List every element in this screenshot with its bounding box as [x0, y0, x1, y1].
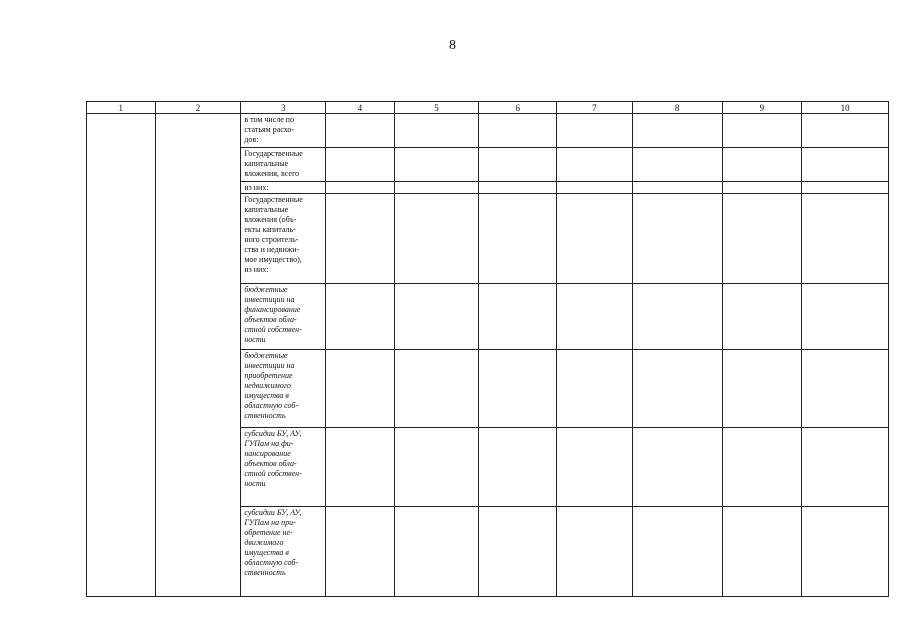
- row-label: в том числе по статьям расхо- дов:: [241, 114, 326, 148]
- column-number-2: 2: [155, 102, 241, 114]
- data-cell: [394, 428, 479, 507]
- data-cell: [479, 428, 557, 507]
- data-cell: [557, 148, 633, 182]
- data-cell: [557, 428, 633, 507]
- data-cell: [326, 350, 395, 428]
- data-cell: [802, 194, 889, 284]
- data-cell: [479, 148, 557, 182]
- data-cell: [394, 284, 479, 350]
- data-cell: [632, 182, 722, 194]
- merged-cell-col2: [155, 114, 241, 597]
- expenditure-table: [86, 101, 889, 597]
- row-label: бюджетные инвестиции на финансирование объектов обла- стной собствен- ности: [241, 284, 326, 350]
- data-cell: [326, 428, 395, 507]
- data-cell: [479, 350, 557, 428]
- data-cell: [722, 194, 802, 284]
- column-number-4: 4: [326, 102, 395, 114]
- data-cell: [326, 148, 395, 182]
- column-number-10: 10: [802, 102, 889, 114]
- row-label: Государственные капитальные вложения, всего: [241, 148, 326, 182]
- data-cell: [394, 507, 479, 597]
- row-label: субсидии БУ, АУ, ГУПам на фи- нансирование объектов обла- стной собствен- ности: [241, 428, 326, 507]
- data-cell: [722, 428, 802, 507]
- data-cell: [326, 194, 395, 284]
- data-cell: [557, 284, 633, 350]
- column-number-row: [87, 102, 889, 114]
- data-cell: [802, 114, 889, 148]
- data-cell: [632, 114, 722, 148]
- data-cell: [632, 507, 722, 597]
- data-cell: [557, 194, 633, 284]
- data-cell: [632, 148, 722, 182]
- data-cell: [557, 507, 633, 597]
- row-label: субсидии БУ, АУ, ГУПам на при- обретение не- движимого имущества в областную соб- ственность: [241, 507, 326, 597]
- data-cell: [479, 182, 557, 194]
- column-number-7: 7: [557, 102, 633, 114]
- page-number: 8: [449, 38, 456, 53]
- data-cell: [632, 194, 722, 284]
- data-cell: [326, 284, 395, 350]
- data-cell: [632, 428, 722, 507]
- data-cell: [394, 148, 479, 182]
- data-cell: [802, 182, 889, 194]
- data-cell: [394, 182, 479, 194]
- data-cell: [479, 284, 557, 350]
- merged-cell-col1: [87, 114, 156, 597]
- data-cell: [802, 507, 889, 597]
- data-cell: [479, 114, 557, 148]
- data-cell: [802, 148, 889, 182]
- data-cell: [802, 284, 889, 350]
- data-cell: [326, 114, 395, 148]
- data-cell: [557, 182, 633, 194]
- data-cell: [479, 194, 557, 284]
- table-row: [87, 114, 889, 148]
- data-cell: [722, 182, 802, 194]
- row-label: бюджетные инвестиции на приобретение недвижимого имущества в областную соб- ственность: [241, 350, 326, 428]
- data-cell: [632, 350, 722, 428]
- data-cell: [722, 148, 802, 182]
- data-cell: [326, 507, 395, 597]
- data-cell: [802, 350, 889, 428]
- data-cell: [722, 284, 802, 350]
- column-number-1: 1: [87, 102, 156, 114]
- data-cell: [394, 114, 479, 148]
- data-cell: [557, 350, 633, 428]
- row-label: Государственные капитальные вложения (объ- екты капиталь- ного строитель- ства и недвижи- мое имущество), из них:: [241, 194, 326, 284]
- data-cell: [557, 114, 633, 148]
- data-cell: [632, 284, 722, 350]
- column-number-5: 5: [394, 102, 479, 114]
- data-cell: [326, 182, 395, 194]
- column-number-6: 6: [479, 102, 557, 114]
- data-cell: [394, 350, 479, 428]
- data-cell: [722, 114, 802, 148]
- data-cell: [722, 350, 802, 428]
- data-cell: [394, 194, 479, 284]
- column-number-8: 8: [632, 102, 722, 114]
- column-number-3: 3: [241, 102, 326, 114]
- column-number-9: 9: [722, 102, 802, 114]
- data-cell: [479, 507, 557, 597]
- row-label: из них:: [241, 182, 326, 194]
- data-cell: [802, 428, 889, 507]
- data-cell: [722, 507, 802, 597]
